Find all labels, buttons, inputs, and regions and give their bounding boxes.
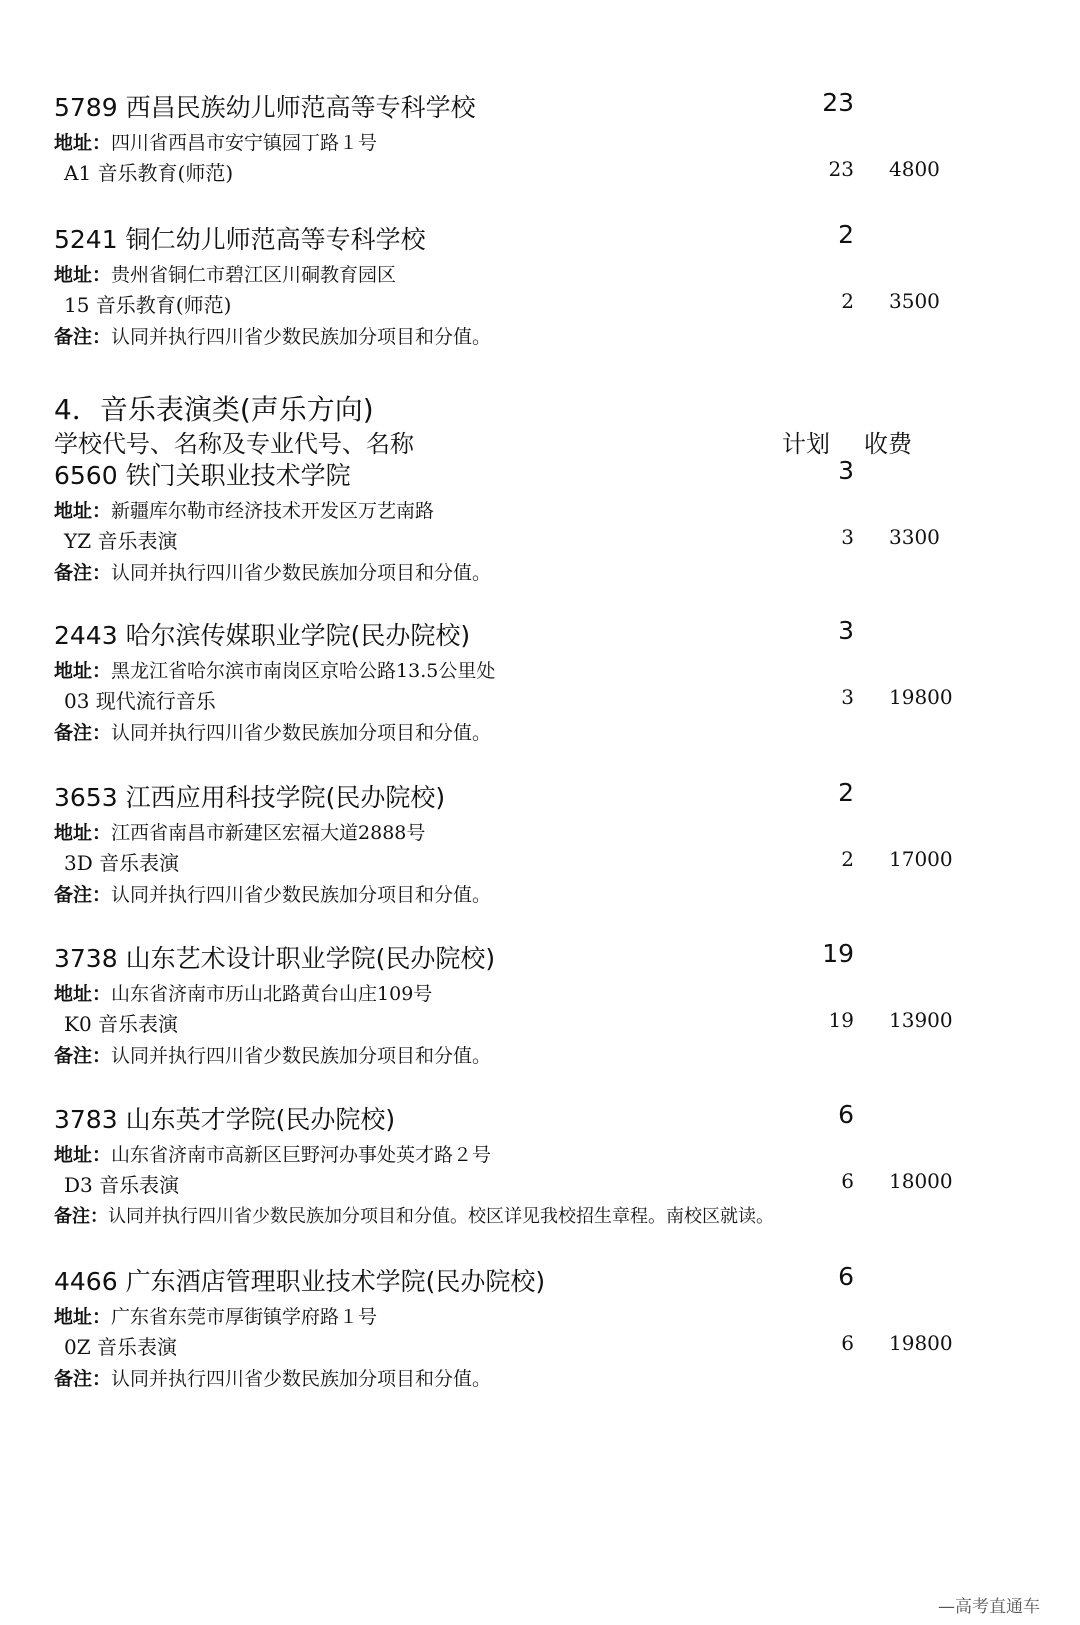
school-name: 3738 山东艺术设计职业学院(民办院校) (54, 944, 496, 973)
school-address: 新疆库尔勒市经济技术开发区万艺南路 (111, 500, 435, 522)
school-note: 认同并执行四川省少数民族加分项目和分值。 (111, 1045, 492, 1067)
school-plan: 6 (838, 1262, 854, 1291)
major-plan: 19 (828, 1008, 854, 1032)
note-label: 备注： (54, 1368, 112, 1390)
address-label: 地址： (54, 822, 112, 844)
major-plan: 2 (841, 289, 854, 313)
header-fee: 收费 (864, 430, 912, 458)
school-plan: 6 (838, 1100, 854, 1129)
school-plan: 23 (822, 88, 854, 117)
school-entry (54, 1262, 1054, 1391)
address-label: 地址： (54, 264, 112, 286)
major-plan: 6 (841, 1169, 854, 1193)
table-header (54, 424, 1054, 458)
header-name: 学校代号、名称及专业代号、名称 (54, 430, 414, 458)
address-label: 地址： (54, 500, 112, 522)
section-title: 4．音乐表演类(声乐方向) (54, 393, 374, 426)
school-address: 贵州省铜仁市碧江区川硐教育园区 (111, 264, 397, 286)
school-name: 6560 铁门关职业技术学院 (54, 461, 351, 490)
school-plan: 2 (838, 220, 854, 249)
major-name: 3D 音乐表演 (64, 851, 180, 875)
address-label: 地址： (54, 660, 112, 682)
school-plan: 3 (838, 616, 854, 645)
major-plan: 6 (841, 1331, 854, 1355)
school-name: 2443 哈尔滨传媒职业学院(民办院校) (54, 621, 471, 650)
footer-watermark: —高考直通车 (938, 1597, 1040, 1617)
major-fee: 3300 (889, 525, 940, 549)
major-fee: 3500 (889, 289, 940, 313)
note-label: 备注： (54, 1206, 108, 1227)
major-plan: 2 (841, 847, 854, 871)
major-plan: 3 (841, 685, 854, 709)
major-name: 03 现代流行音乐 (64, 689, 216, 713)
address-label: 地址： (54, 983, 112, 1005)
school-name: 3783 山东英才学院(民办院校) (54, 1105, 396, 1134)
school-entry (54, 1100, 1054, 1229)
school-plan: 3 (838, 456, 854, 485)
major-fee: 17000 (889, 847, 953, 871)
address-label: 地址： (54, 1144, 112, 1166)
school-note: 认同并执行四川省少数民族加分项目和分值。 (111, 1368, 492, 1390)
school-note: 认同并执行四川省少数民族加分项目和分值。 (111, 722, 492, 744)
school-entry (54, 220, 1054, 349)
school-address: 山东省济南市高新区巨野河办事处英才路２号 (111, 1144, 492, 1166)
note-label: 备注： (54, 884, 112, 906)
major-fee: 13900 (889, 1008, 953, 1032)
school-entry (54, 88, 1054, 186)
major-fee: 18000 (889, 1169, 953, 1193)
major-plan: 23 (828, 157, 854, 181)
school-address: 黑龙江省哈尔滨市南岗区京哈公路13.5公里处 (111, 660, 496, 682)
school-note: 认同并执行四川省少数民族加分项目和分值。校区详见我校招生章程。南校区就读。 (108, 1206, 774, 1227)
major-name: K0 音乐表演 (64, 1012, 179, 1036)
school-entry (54, 778, 1054, 907)
note-label: 备注： (54, 1045, 112, 1067)
note-label: 备注： (54, 562, 112, 584)
school-plan: 19 (822, 939, 854, 968)
school-plan: 2 (838, 778, 854, 807)
school-name: 4466 广东酒店管理职业技术学院(民办院校) (54, 1267, 546, 1296)
school-name: 5789 西昌民族幼儿师范高等专科学校 (54, 93, 476, 122)
school-address: 江西省南昌市新建区宏福大道2888号 (111, 822, 426, 844)
school-address: 广东省东莞市厚街镇学府路１号 (111, 1306, 378, 1328)
school-entry (54, 616, 1054, 745)
note-label: 备注： (54, 722, 112, 744)
major-name: D3 音乐表演 (64, 1173, 180, 1197)
major-name: 15 音乐教育(师范) (64, 293, 232, 317)
major-fee: 19800 (889, 1331, 953, 1355)
major-name: A1 音乐教育(师范) (64, 161, 234, 185)
school-name: 5241 铜仁幼儿师范高等专科学校 (54, 225, 426, 254)
address-label: 地址： (54, 1306, 112, 1328)
major-name: 0Z 音乐表演 (64, 1335, 177, 1359)
school-address: 山东省济南市历山北路黄台山庄109号 (111, 983, 433, 1005)
school-name: 3653 江西应用科技学院(民办院校) (54, 783, 446, 812)
header-plan: 计划 (782, 430, 830, 458)
school-entry (54, 939, 1054, 1068)
school-note: 认同并执行四川省少数民族加分项目和分值。 (111, 884, 492, 906)
address-label: 地址： (54, 132, 112, 154)
school-entry (54, 456, 1054, 585)
major-plan: 3 (841, 525, 854, 549)
major-name: YZ 音乐表演 (64, 529, 178, 553)
school-address: 四川省西昌市安宁镇园丁路１号 (111, 132, 378, 154)
major-fee: 4800 (889, 157, 940, 181)
school-note: 认同并执行四川省少数民族加分项目和分值。 (111, 326, 492, 348)
note-label: 备注： (54, 326, 112, 348)
school-note: 认同并执行四川省少数民族加分项目和分值。 (111, 562, 492, 584)
major-fee: 19800 (889, 685, 953, 709)
